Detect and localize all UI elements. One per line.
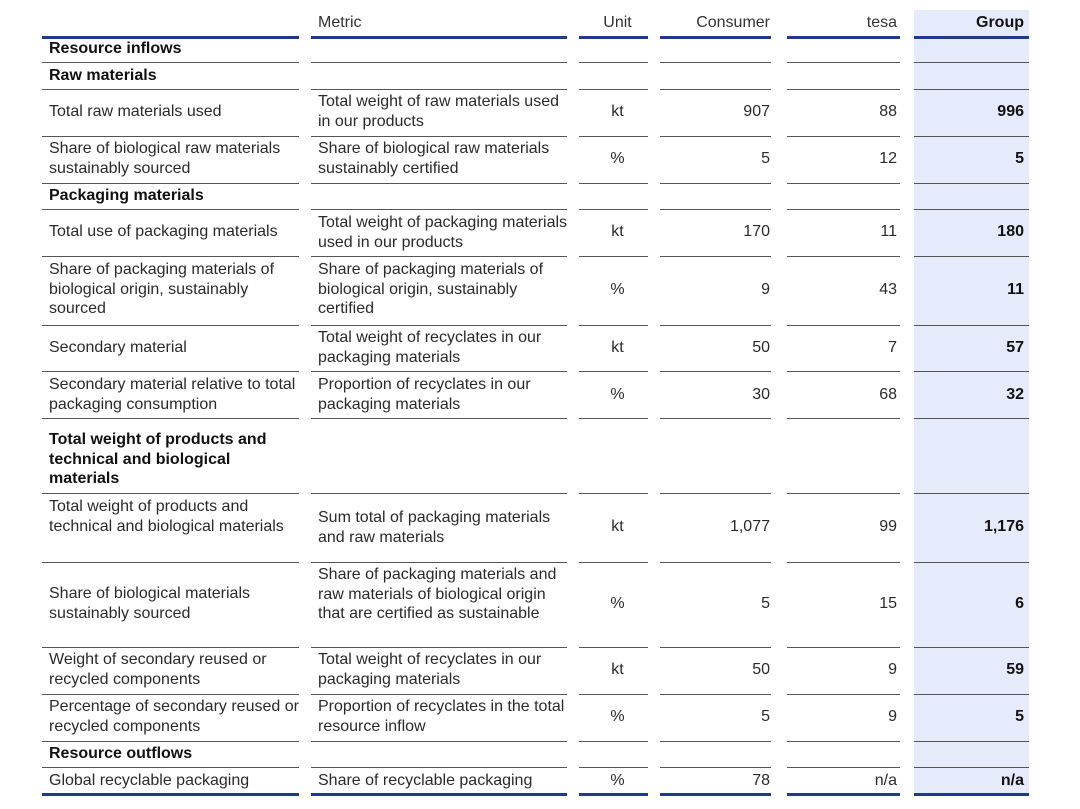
row-rule — [579, 136, 648, 137]
row-tesa: 11 — [880, 223, 897, 240]
row-rule — [579, 741, 648, 742]
row-rule — [579, 694, 648, 695]
row-rule — [914, 767, 1029, 768]
row-rule — [914, 647, 1029, 648]
row-rule — [914, 183, 1029, 184]
row-label: Total weight of products and technical and biological materials — [49, 498, 284, 535]
row-rule — [579, 562, 648, 563]
row-consumer: 78 — [752, 772, 770, 789]
row-consumer: 1,077 — [729, 518, 770, 535]
row-group: 59 — [1006, 661, 1024, 678]
row-rule — [787, 647, 900, 648]
row-metric: Share of packaging materials of biological origin, sustainably certified — [318, 261, 544, 317]
row-rule — [660, 562, 771, 563]
row-rule — [660, 647, 771, 648]
row-metric: Share of biological raw materials sustainably certified — [318, 140, 550, 177]
row-rule — [660, 256, 771, 257]
row-rule — [311, 741, 567, 742]
row-rule — [579, 767, 648, 768]
row-rule — [914, 694, 1029, 695]
section-raw-materials: Raw materials — [49, 67, 157, 84]
row-rule — [311, 62, 567, 63]
row-rule — [914, 62, 1029, 63]
row-consumer: 170 — [743, 223, 770, 240]
row-rule — [311, 694, 567, 695]
header-tesa: tesa — [866, 14, 897, 31]
row-metric: Total weight of raw materials used in our products — [318, 93, 559, 130]
row-rule — [787, 741, 900, 742]
row-tesa: n/a — [874, 772, 897, 789]
row-rule — [311, 89, 567, 90]
row-rule — [42, 493, 299, 494]
row-metric: Total weight of recyclates in our packaging materials — [318, 651, 542, 688]
row-rule — [660, 418, 771, 419]
row-group: 5 — [1015, 150, 1024, 167]
section-total-weight: Total weight of products and technical and biological materials — [49, 431, 267, 487]
thick-rule — [787, 793, 900, 796]
row-rule — [579, 647, 648, 648]
row-group: 996 — [997, 103, 1024, 120]
row-rule — [311, 183, 567, 184]
row-rule — [914, 562, 1029, 563]
row-consumer: 5 — [761, 708, 770, 725]
row-unit: % — [610, 772, 625, 789]
row-rule — [660, 741, 771, 742]
section-resource-outflows: Resource outflows — [49, 745, 193, 762]
row-rule — [42, 209, 299, 210]
thick-rule — [579, 36, 648, 39]
row-rule — [579, 62, 648, 63]
row-rule — [787, 183, 900, 184]
row-group: 11 — [1007, 281, 1024, 298]
row-consumer: 5 — [761, 595, 770, 612]
thick-rule — [914, 793, 1029, 796]
row-unit: % — [610, 595, 625, 612]
thick-rule — [579, 793, 648, 796]
row-rule — [311, 562, 567, 563]
row-rule — [311, 493, 567, 494]
row-unit: kt — [611, 103, 624, 120]
thick-rule — [42, 793, 299, 796]
row-metric: Proportion of recyclates in the total resource inflow — [318, 698, 565, 735]
row-group: 180 — [997, 223, 1024, 240]
row-rule — [787, 89, 900, 90]
row-label: Global recyclable packaging — [49, 772, 250, 789]
row-rule — [579, 256, 648, 257]
row-rule — [660, 767, 771, 768]
row-label: Share of biological materials sustainably sourced — [49, 585, 250, 622]
row-rule — [42, 694, 299, 695]
row-consumer: 50 — [752, 661, 770, 678]
row-rule — [311, 209, 567, 210]
row-metric: Total weight of recyclates in our packaging materials — [318, 329, 542, 366]
row-rule — [914, 325, 1029, 326]
row-rule — [660, 136, 771, 137]
row-rule — [787, 62, 900, 63]
row-rule — [660, 325, 771, 326]
row-rule — [660, 694, 771, 695]
row-rule — [42, 741, 299, 742]
row-rule — [660, 209, 771, 210]
row-group: 5 — [1015, 708, 1024, 725]
row-rule — [787, 767, 900, 768]
row-rule — [42, 136, 299, 137]
row-rule — [42, 183, 299, 184]
row-unit: kt — [611, 661, 624, 678]
row-group: 6 — [1015, 595, 1024, 612]
row-rule — [311, 256, 567, 257]
row-rule — [42, 371, 299, 372]
row-tesa: 9 — [888, 661, 897, 678]
row-unit: % — [610, 281, 625, 298]
row-rule — [787, 136, 900, 137]
row-rule — [914, 256, 1029, 257]
row-tesa: 43 — [879, 281, 897, 298]
row-consumer: 9 — [761, 281, 770, 298]
row-unit: % — [610, 708, 625, 725]
row-rule — [579, 418, 648, 419]
header-metric: Metric — [318, 14, 362, 31]
row-metric: Share of recyclable packaging — [318, 772, 533, 789]
row-rule — [660, 493, 771, 494]
row-rule — [42, 418, 299, 419]
row-metric: Share of packaging materials and raw materials of biological origin that are certified as sustainable — [318, 566, 557, 622]
row-rule — [311, 418, 567, 419]
row-rule — [914, 371, 1029, 372]
header-group: Group — [976, 14, 1024, 31]
row-metric: Proportion of recyclates in our packaging materials — [318, 376, 531, 413]
thick-rule — [311, 36, 567, 39]
row-rule — [311, 767, 567, 768]
row-consumer: 30 — [752, 386, 770, 403]
row-rule — [579, 209, 648, 210]
row-label: Total raw materials used — [49, 103, 222, 120]
row-tesa: 88 — [879, 103, 897, 120]
thick-rule — [787, 36, 900, 39]
row-rule — [579, 493, 648, 494]
row-label: Total use of packaging materials — [49, 223, 278, 240]
row-rule — [660, 62, 771, 63]
row-rule — [787, 493, 900, 494]
row-label: Share of packaging materials of biological origin, sustainably sourced — [49, 261, 275, 317]
row-metric: Sum total of packaging materials and raw materials — [318, 509, 551, 546]
row-rule — [579, 371, 648, 372]
row-rule — [914, 741, 1029, 742]
row-rule — [311, 136, 567, 137]
row-tesa: 99 — [879, 518, 897, 535]
row-unit: kt — [611, 518, 624, 535]
row-unit: kt — [611, 339, 624, 356]
row-tesa: 9 — [888, 708, 897, 725]
row-rule — [914, 418, 1029, 419]
row-rule — [787, 256, 900, 257]
thick-rule — [914, 36, 1029, 39]
row-label: Secondary material relative to total packaging consumption — [49, 376, 296, 413]
row-consumer: 907 — [743, 103, 770, 120]
row-rule — [42, 767, 299, 768]
row-metric: Total weight of packaging materials used in our products — [318, 214, 568, 251]
row-rule — [42, 562, 299, 563]
row-group: 32 — [1006, 386, 1024, 403]
row-label: Weight of secondary reused or recycled components — [49, 651, 267, 688]
row-tesa: 15 — [879, 595, 897, 612]
row-unit: % — [610, 386, 625, 403]
thick-rule — [660, 793, 771, 796]
row-rule — [311, 647, 567, 648]
section-resource-inflows: Resource inflows — [49, 40, 182, 57]
row-rule — [311, 371, 567, 372]
row-label: Share of biological raw materials sustainably sourced — [49, 140, 281, 177]
row-rule — [787, 418, 900, 419]
row-tesa: 68 — [879, 386, 897, 403]
row-rule — [579, 325, 648, 326]
row-rule — [42, 89, 299, 90]
row-rule — [579, 89, 648, 90]
thick-rule — [660, 36, 771, 39]
row-rule — [787, 325, 900, 326]
row-rule — [311, 325, 567, 326]
row-rule — [914, 493, 1029, 494]
row-rule — [42, 647, 299, 648]
row-rule — [42, 256, 299, 257]
row-rule — [42, 325, 299, 326]
row-consumer: 50 — [752, 339, 770, 356]
row-consumer: 5 — [761, 150, 770, 167]
row-rule — [42, 62, 299, 63]
section-packaging-materials: Packaging materials — [49, 187, 204, 204]
row-rule — [787, 209, 900, 210]
row-rule — [579, 183, 648, 184]
row-tesa: 12 — [879, 150, 897, 167]
row-rule — [787, 694, 900, 695]
row-rule — [660, 183, 771, 184]
row-group: n/a — [1000, 772, 1024, 789]
thick-rule — [42, 36, 299, 39]
row-rule — [660, 89, 771, 90]
row-unit: kt — [611, 223, 624, 240]
row-tesa: 7 — [888, 339, 897, 356]
row-rule — [914, 136, 1029, 137]
row-rule — [660, 371, 771, 372]
row-rule — [787, 371, 900, 372]
row-group: 57 — [1006, 339, 1024, 356]
row-label: Percentage of secondary reused or recycled components — [49, 698, 299, 735]
header-unit: Unit — [603, 14, 632, 31]
row-label: Secondary material — [49, 339, 187, 356]
row-rule — [787, 562, 900, 563]
row-group: 1,176 — [983, 518, 1024, 535]
row-unit: % — [610, 150, 625, 167]
row-rule — [914, 89, 1029, 90]
thick-rule — [311, 793, 567, 796]
row-rule — [914, 209, 1029, 210]
header-consumer: Consumer — [696, 14, 770, 31]
